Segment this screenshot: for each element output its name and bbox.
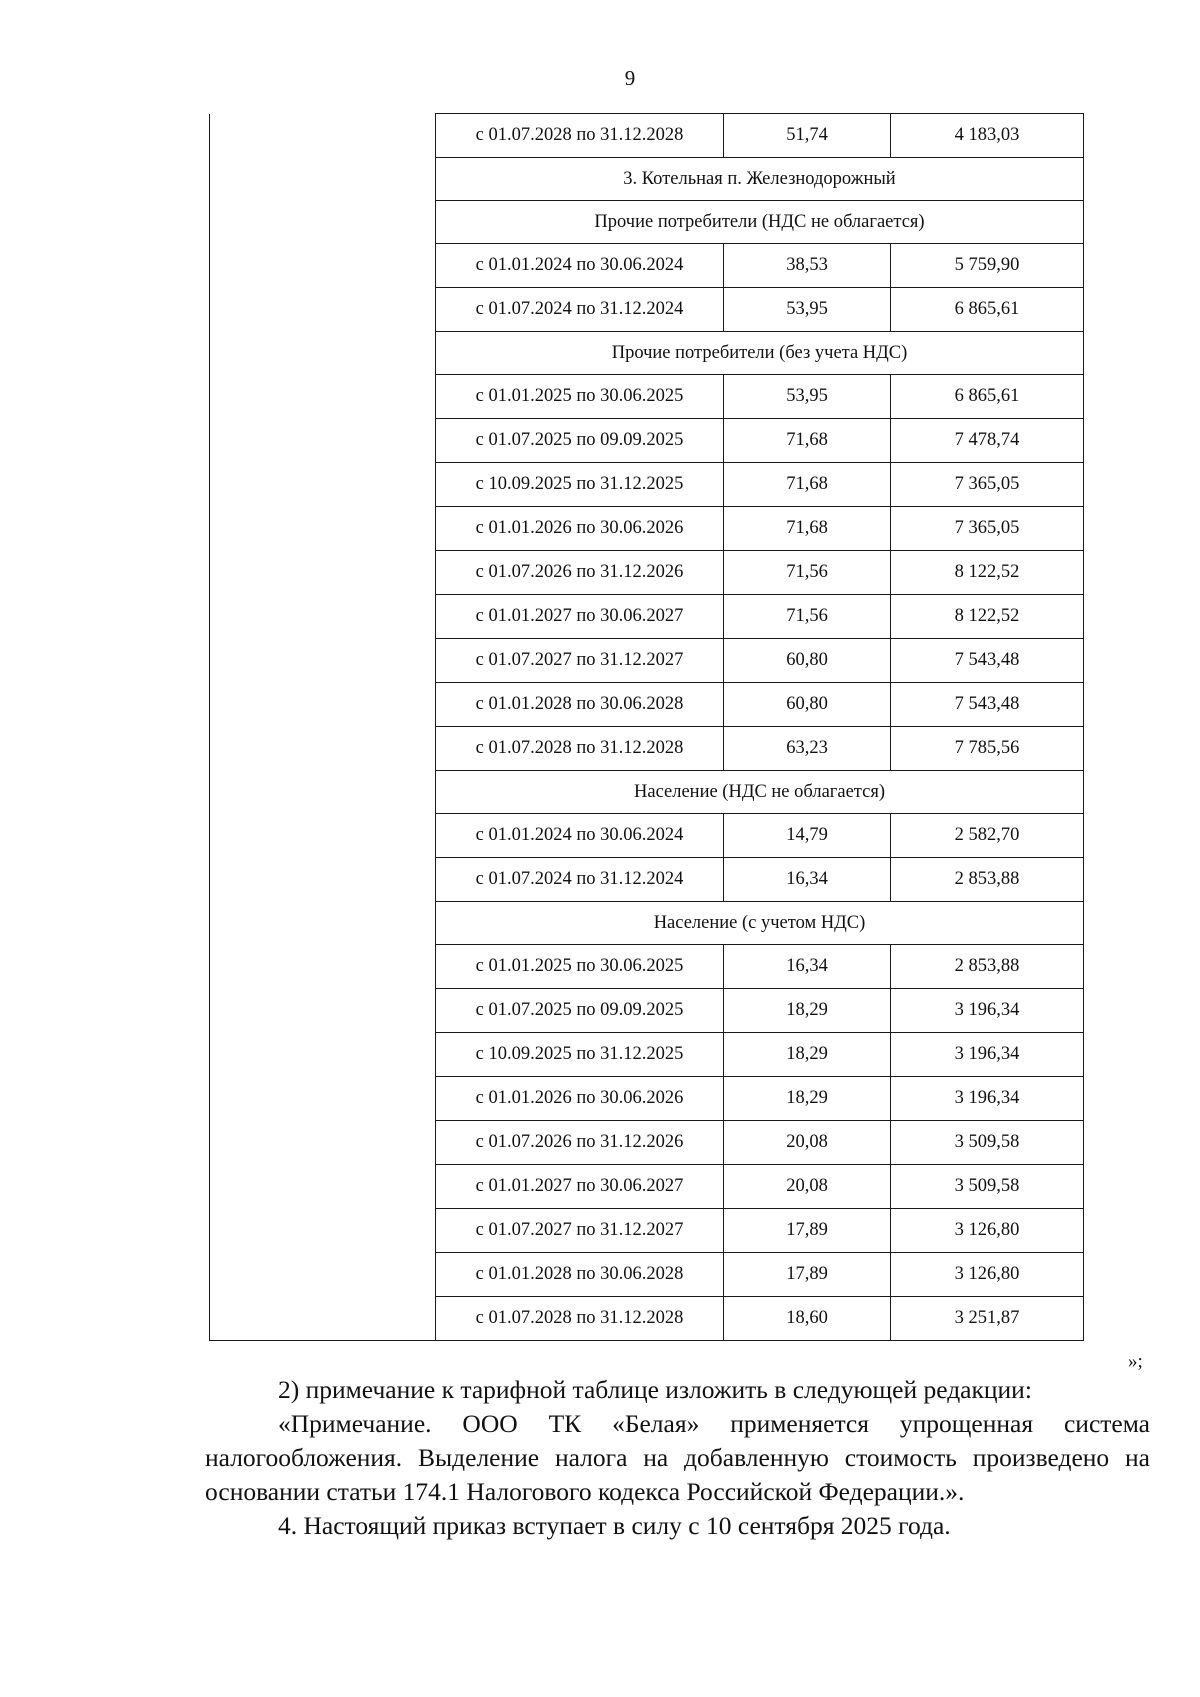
period-cell: с 01.01.2027 по 30.06.2027 <box>436 595 724 639</box>
value-2-cell: 3 196,34 <box>891 1077 1084 1121</box>
period-cell: с 01.07.2028 по 31.12.2028 <box>436 1297 724 1341</box>
value-1-cell: 18,29 <box>724 989 891 1033</box>
paragraph-note: «Примечание. ООО ТК «Белая» применяется упрощенная система налогообложения. Выделение налога на добавленную стоимость произведено на основании статьи 174.1 Налогового кодекса Российской Федерации.». <box>205 1408 1150 1506</box>
table-row <box>210 114 1084 158</box>
value-1-cell: 60,80 <box>724 683 891 727</box>
period-cell: с 01.01.2026 по 30.06.2026 <box>436 1077 724 1121</box>
value-1-cell: 16,34 <box>724 945 891 989</box>
period-cell: с 01.01.2027 по 30.06.2027 <box>436 1165 724 1209</box>
value-1-cell: 14,79 <box>724 814 891 858</box>
value-2-cell: 7 365,05 <box>891 507 1084 551</box>
table-closing-mark: »; <box>1128 1351 1143 1372</box>
section-header-cell: 3. Котельная п. Железнодорожный <box>436 158 1084 201</box>
period-cell: с 10.09.2025 по 31.12.2025 <box>436 1033 724 1077</box>
section-header-cell: Прочие потребители (без учета НДС) <box>436 332 1084 375</box>
period-cell: с 01.07.2028 по 31.12.2028 <box>436 727 724 771</box>
period-cell: с 01.01.2025 по 30.06.2025 <box>436 945 724 989</box>
value-1-cell: 71,68 <box>724 419 891 463</box>
value-1-cell: 18,29 <box>724 1033 891 1077</box>
value-2-cell: 3 126,80 <box>891 1253 1084 1297</box>
value-1-cell: 38,53 <box>724 244 891 288</box>
period-cell: с 01.01.2026 по 30.06.2026 <box>436 507 724 551</box>
body-text <box>205 1373 1150 1543</box>
value-2-cell: 8 122,52 <box>891 595 1084 639</box>
page-number: 9 <box>624 66 636 90</box>
value-2-cell: 3 196,34 <box>891 989 1084 1033</box>
value-1-cell: 71,68 <box>724 507 891 551</box>
value-1-cell: 53,95 <box>724 375 891 419</box>
value-1-cell: 71,56 <box>724 551 891 595</box>
value-2-cell: 5 759,90 <box>891 244 1084 288</box>
period-cell: с 01.01.2025 по 30.06.2025 <box>436 375 724 419</box>
period-cell: с 01.07.2027 по 31.12.2027 <box>436 1209 724 1253</box>
value-2-cell: 3 509,58 <box>891 1121 1084 1165</box>
value-2-cell: 7 543,48 <box>891 639 1084 683</box>
section-header-cell: Прочие потребители (НДС не облагается) <box>436 201 1084 244</box>
value-2-cell: 3 509,58 <box>891 1165 1084 1209</box>
value-1-cell: 60,80 <box>724 639 891 683</box>
value-2-cell: 8 122,52 <box>891 551 1084 595</box>
value-1-cell: 18,60 <box>724 1297 891 1341</box>
value-1-cell: 71,68 <box>724 463 891 507</box>
value-2-cell: 4 183,03 <box>891 114 1084 158</box>
period-cell: с 10.09.2025 по 31.12.2025 <box>436 463 724 507</box>
value-2-cell: 2 853,88 <box>891 858 1084 902</box>
value-1-cell: 53,95 <box>724 288 891 332</box>
period-cell: с 01.01.2024 по 30.06.2024 <box>436 814 724 858</box>
value-2-cell: 3 251,87 <box>891 1297 1084 1341</box>
section-header-cell: Население (НДС не облагается) <box>436 771 1084 814</box>
period-cell: с 01.01.2024 по 30.06.2024 <box>436 244 724 288</box>
period-cell: с 01.07.2025 по 09.09.2025 <box>436 989 724 1033</box>
value-2-cell: 7 478,74 <box>891 419 1084 463</box>
value-1-cell: 20,08 <box>724 1121 891 1165</box>
value-1-cell: 51,74 <box>724 114 891 158</box>
value-2-cell: 2 853,88 <box>891 945 1084 989</box>
value-1-cell: 18,29 <box>724 1077 891 1121</box>
value-2-cell: 3 196,34 <box>891 1033 1084 1077</box>
tariff-table <box>209 113 1084 1341</box>
paragraph-effective-date: 4. Настоящий приказ вступает в силу с 10 сентября 2025 года. <box>278 1510 951 1540</box>
paragraph-note-intro: 2) примечание к тарифной таблице изложить в следующей редакции: <box>278 1375 1032 1404</box>
value-2-cell: 2 582,70 <box>891 814 1084 858</box>
period-cell: с 01.07.2026 по 31.12.2026 <box>436 551 724 595</box>
value-1-cell: 17,89 <box>724 1209 891 1253</box>
value-2-cell: 6 865,61 <box>891 375 1084 419</box>
period-cell: с 01.07.2024 по 31.12.2024 <box>436 288 724 332</box>
section-header-cell: Население (с учетом НДС) <box>436 902 1084 945</box>
value-1-cell: 20,08 <box>724 1165 891 1209</box>
table-left-merged-cell <box>210 114 436 1341</box>
period-cell: с 01.01.2028 по 30.06.2028 <box>436 1253 724 1297</box>
value-2-cell: 7 365,05 <box>891 463 1084 507</box>
value-2-cell: 7 785,56 <box>891 727 1084 771</box>
value-1-cell: 17,89 <box>724 1253 891 1297</box>
value-2-cell: 6 865,61 <box>891 288 1084 332</box>
period-cell: с 01.07.2026 по 31.12.2026 <box>436 1121 724 1165</box>
value-1-cell: 16,34 <box>724 858 891 902</box>
period-cell: с 01.07.2027 по 31.12.2027 <box>436 639 724 683</box>
value-2-cell: 3 126,80 <box>891 1209 1084 1253</box>
period-cell: с 01.07.2024 по 31.12.2024 <box>436 858 724 902</box>
value-2-cell: 7 543,48 <box>891 683 1084 727</box>
period-cell: с 01.07.2028 по 31.12.2028 <box>436 114 724 158</box>
value-1-cell: 71,56 <box>724 595 891 639</box>
period-cell: с 01.07.2025 по 09.09.2025 <box>436 419 724 463</box>
period-cell: с 01.01.2028 по 30.06.2028 <box>436 683 724 727</box>
value-1-cell: 63,23 <box>724 727 891 771</box>
